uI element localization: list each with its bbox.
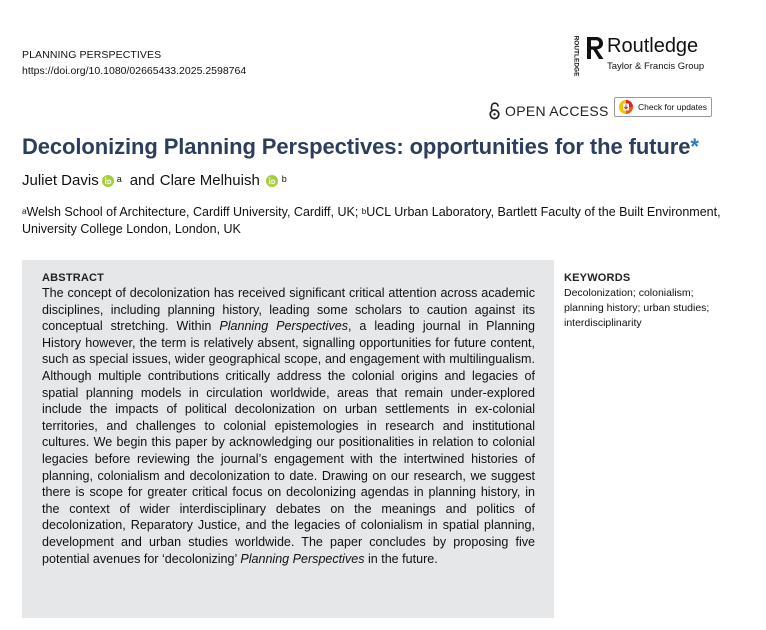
journal-title-italic: Planning Perspectives — [219, 319, 348, 334]
orcid-icon[interactable] — [102, 175, 114, 187]
open-lock-icon — [488, 102, 501, 120]
abstract-segment: , a leading journal in Planning History however, the term is relatively absent, signalling opportunities for future content, such as special issues, wider geographical scope, and engagement with multilingualism. Although multiple contributions critically address the colonial origins and legacies of spatial planning models in circulation worldwide, areas that remain under-explored include the impacts of political decolonization on urban settlements in ex-colonial territories, and challenges to colonial epistemologies in research and institutional cultures. We begin this paper by acknowledging our positionalities in relation to colonial legacies before reviewing the journal’s engagement with the intertwined histories of planning, colonialism and decolonization to date. Drawing on our research, we suggest there is scope for greater critical focus on decolonizing agendas in planning history, in the context of wider interdisciplinary debates on the meanings and politics of decolonization, Reparatory Justice, and the legacies of colonialism in spatial planning, development and urban studies worldwide. The paper concludes by proposing five potential avenues for ‘decolonizing’ — [42, 319, 536, 566]
publisher-group: Taylor & Francis Group — [607, 61, 705, 72]
affil-mark: b — [361, 207, 367, 216]
journal-name: PLANNING PERSPECTIVES — [22, 49, 162, 61]
check-for-updates-label: Check for updates — [638, 102, 707, 112]
orcid-icon[interactable] — [266, 175, 278, 187]
journal-title-italic: Planning Perspectives — [240, 551, 365, 566]
doi-link[interactable]: https://doi.org/10.1080/02665433.2025.2598764 — [22, 65, 247, 77]
article-title-text: Decolonizing Planning Perspectives: opportunities for the future — [22, 134, 691, 159]
affil-text: Welsh School of Architecture, Cardiff University, Cardiff, UK; — [26, 205, 362, 219]
affiliations — [22, 204, 722, 238]
title-footnote-mark[interactable]: * — [690, 134, 699, 159]
publisher-name: Routledge — [607, 35, 699, 57]
check-for-updates-button[interactable] — [614, 97, 712, 117]
affil-text: UCL Urban Laboratory, Bartlett Faculty of the Built Environment, University College London, London, UK — [22, 205, 721, 236]
article-title — [22, 134, 699, 160]
abstract-segment: The concept of decolonization has received significant critical attention across academic disciplines, including planning history, leading some scholars to caution against its conceptual stretching. Within — [42, 286, 535, 334]
author-list — [22, 172, 287, 189]
keywords-heading: KEYWORDS — [564, 272, 631, 284]
open-access-badge — [488, 100, 609, 122]
abstract-text — [42, 285, 535, 567]
author-joiner: and — [129, 172, 155, 189]
author-name[interactable]: Clare Melhuish — [159, 172, 260, 189]
author-name[interactable]: Juliet Davis — [22, 172, 99, 189]
abstract-box — [22, 260, 554, 618]
abstract-segment: in the future. — [364, 551, 438, 566]
open-access-label: OPEN ACCESS — [505, 103, 609, 119]
affil-mark: a — [22, 207, 27, 216]
abstract-heading: ABSTRACT — [42, 272, 105, 284]
author-affil-mark[interactable]: b — [281, 173, 287, 184]
keywords-list: Decolonization; colonialism; planning history; urban studies; interdisciplinarity — [564, 287, 710, 329]
publisher-vertical-label: ROUTLEDGE — [572, 35, 580, 77]
publisher-logo — [570, 34, 720, 76]
routledge-r-icon — [585, 36, 605, 60]
crossmark-icon — [618, 99, 634, 115]
author-affil-mark[interactable]: a — [116, 173, 122, 184]
